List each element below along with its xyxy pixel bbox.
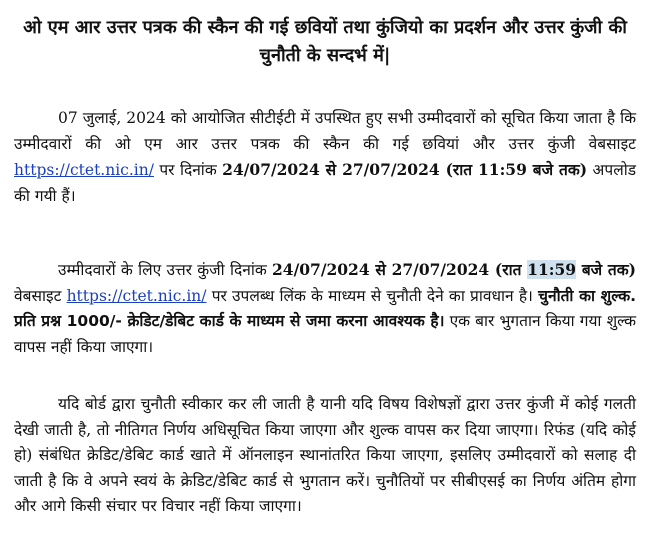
p2-text-1: उम्मीदवारों के लिए उत्तर कुंजी दिनांक <box>58 261 273 279</box>
p1-dates: 24/07/2024 से 27/07/2024 (रात 11:59 बजे तक) <box>222 160 588 179</box>
p2-text-2: वेबसाइट <box>14 286 67 305</box>
paragraph-refund-policy: यदि बोर्ड द्वारा चुनौती स्वीकार कर ली जाती है यानी यदि विषय विशेषज्ञों द्वारा उत्तर कुंजी में कोई गलती देखी जाती है, तो नीतिगत निर्णय अधिसूचित किया जाएगा और शुल्क वापस कर दिया जाएगा। रिफंड (यदि कोई हो) संबंधित क्रेडिट/डेबिट कार्ड खाते में ऑनलाइन स्थानांतरित किया जाएगा, इसलिए उम्मीदवारों को सलाह दी जाती है कि वे अपने स्वयं के क्रेडिट/डेबिट कार्ड से भुगतान करें। चुनौतियों पर सीबीएसई का निर्णय अंतिम होगा और आगे किसी संचार पर विचार नहीं किया जाएगा। <box>14 395 636 515</box>
paragraph-results-upload <box>14 106 636 209</box>
p2-fee-statement: चुनौती का शुल्क. प्रति प्रश्न 1000/- क्रेडिट/डेबिट कार्ड के माध्यम से जमा करना आवश्यक है। <box>14 286 636 330</box>
p1-text-3: अपलोड की गयी हैं। <box>14 161 637 205</box>
title-line-1: ओ एम आर उत्तर पत्रक की स्कैन की गई छवियों तथा कुंजियो का प्रदर्शन और उत्तर कुंजी की <box>23 17 627 38</box>
notice-title <box>14 14 636 70</box>
p2-dates-a: 24/07/2024 से 27/07/2024 (रात <box>272 260 528 279</box>
p2-text-4: एक बार भुगतान किया गया शुल्क वापस नहीं किया जाएगा। <box>14 312 637 356</box>
p2-text-3: पर उपलब्ध लिंक के माध्यम से चुनौती देने का प्रावधान है। <box>206 286 539 305</box>
p2-time-highlight: 11:59 <box>527 260 577 279</box>
p1-text-1: 07 जुलाई, 2024 को आयोजित सीटीईटी में उपस्थित हुए सभी उम्मीदवारों को सूचित किया जाता है कि उम्मीदवारों की ओ एम आर उत्तर पत्रक की स्कैन की गई छवियां और उत्तर कुंजी वेबसाइट <box>14 109 636 153</box>
p2-dates-b: बजे तक) <box>576 260 636 279</box>
ctet-website-link[interactable]: https://ctet.nic.in/ <box>14 161 154 179</box>
notice-page <box>0 14 650 554</box>
title-line-2: चुनौती के सन्दर्भ में| <box>259 45 391 66</box>
paragraph-challenge-provision <box>14 257 636 360</box>
ctet-website-link-2[interactable]: https://ctet.nic.in/ <box>66 286 207 305</box>
p1-text-2: पर दिनांक <box>153 161 223 179</box>
